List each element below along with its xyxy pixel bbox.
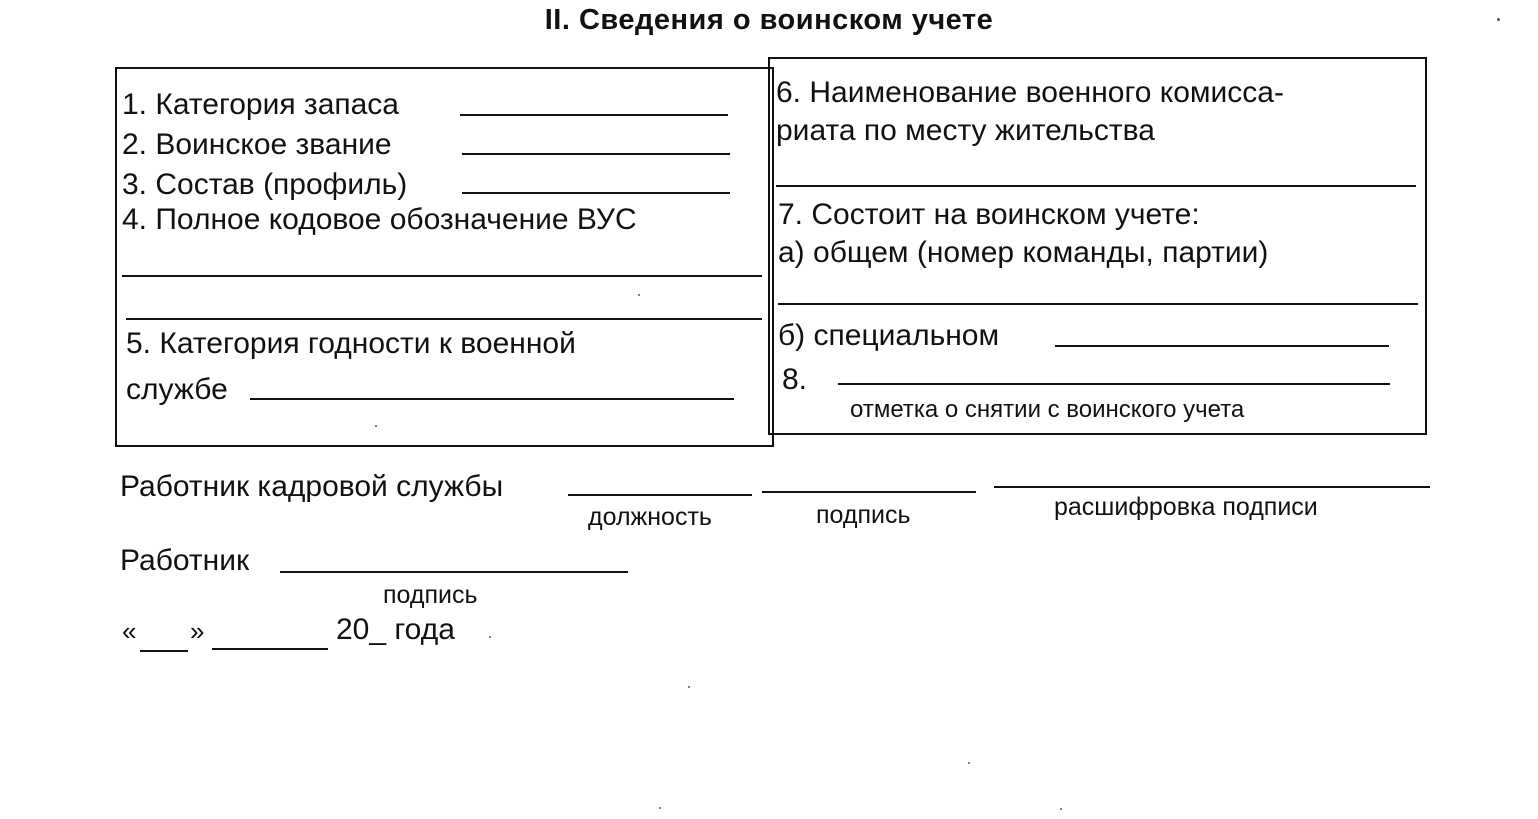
employee-label: Работник xyxy=(120,544,250,577)
registered-special-field[interactable] xyxy=(1055,345,1389,347)
deregistration-field[interactable] xyxy=(838,383,1390,385)
hr-position-field[interactable] xyxy=(568,494,752,496)
item-composition: 3. Состав (профиль) xyxy=(122,168,408,201)
scan-speck xyxy=(1060,808,1062,810)
hr-worker-label: Работник кадровой службы xyxy=(120,470,504,503)
date-open-quote: « xyxy=(122,616,137,646)
employee-signature-field[interactable] xyxy=(280,571,628,573)
item-fitness-category-cont: службе xyxy=(126,373,228,406)
hr-signature-caption: подпись xyxy=(816,501,911,529)
military-rank-field[interactable] xyxy=(462,153,730,155)
vus-code-field-1[interactable] xyxy=(122,275,762,277)
item-fitness-category: 5. Категория годности к военной xyxy=(126,327,576,360)
item-vus-code: 4. Полное кодовое обозначение ВУС xyxy=(122,203,637,236)
scan-speck xyxy=(688,686,690,688)
scan-speck xyxy=(638,294,640,296)
scan-speck xyxy=(489,636,491,638)
scan-speck xyxy=(659,807,661,809)
commissariat-field[interactable] xyxy=(776,185,1416,187)
item-registered: 7. Состоит на воинском учете: xyxy=(778,198,1200,231)
item-reserve-category: 1. Категория запаса xyxy=(122,88,399,121)
scan-speck xyxy=(375,425,377,427)
item-deregistration: 8. xyxy=(782,363,808,396)
item-registered-general: а) общем (номер команды, партии) xyxy=(778,236,1269,269)
vus-code-field-2[interactable] xyxy=(126,318,762,320)
form-title: II. Сведения о воинском учете xyxy=(544,4,994,36)
scan-speck xyxy=(1497,18,1500,21)
reserve-category-field[interactable] xyxy=(460,114,728,116)
composition-field[interactable] xyxy=(462,192,730,194)
hr-signature-field[interactable] xyxy=(762,491,976,493)
registered-general-field[interactable] xyxy=(778,303,1418,305)
item-registered-special: б) специальном xyxy=(778,319,1000,352)
date-month-field[interactable] xyxy=(212,648,328,650)
hr-decode-field[interactable] xyxy=(994,486,1430,488)
deregistration-caption: отметка о снятии с воинского учета xyxy=(850,396,1245,423)
item-commissariat-cont: риата по месту жительства xyxy=(776,114,1155,147)
hr-position-caption: должность xyxy=(588,503,712,531)
employee-signature-caption: подпись xyxy=(383,581,478,609)
fitness-category-field[interactable] xyxy=(250,398,734,400)
scan-speck xyxy=(968,762,970,764)
date-day-field[interactable] xyxy=(140,650,188,652)
item-commissariat: 6. Наименование военного комисса- xyxy=(776,76,1284,109)
hr-decode-caption: расшифровка подписи xyxy=(1054,493,1318,521)
item-military-rank: 2. Воинское звание xyxy=(122,128,392,161)
date-year: 20_ года xyxy=(336,613,455,646)
date-close-quote: » xyxy=(190,616,205,646)
